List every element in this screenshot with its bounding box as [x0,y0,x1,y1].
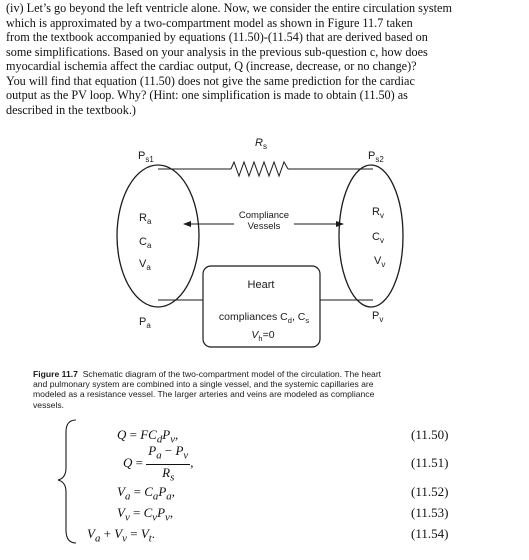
equation-11-51: Q = $\frac{P_a - P_v}{R_s}$ , [123,443,194,484]
question-line: You will find that equation (11.50) does not give the same prediction for the cardiac [6,73,415,88]
question-line: some simplifications. Based on your analysis in the previous sub-question c, how does [6,44,428,59]
question-line: described in the textbook.) [6,102,136,117]
compliances-label: compliances $C_d$, $C_s$ [218,311,310,325]
resistor-rs [231,162,288,176]
question-line: myocardial ischemia affect the cardiac output, Q (increase, decrease, or no change)? [6,59,417,74]
equation-number: (11.53) [411,505,449,520]
caption-line: Schematic diagram of the two-compartment model of the circulation. The heart [82,369,382,379]
heart-label: Heart [247,279,275,291]
vh-label: $V_h=0$ [251,329,275,343]
va-label: $V_a$ [139,258,151,272]
vv-label: $V_v$ [374,255,386,269]
equation-11-52: $V_a = C_aP_a$, [117,484,175,503]
equation-11-54: $V_a + V_v = V_t$. [87,526,156,545]
question-line: output as the PV loop. Why? (Hint: one simplification is made to obtain (11.50) as [6,88,408,103]
pv-label: $P_v$ [372,310,384,324]
arterial-compartment [117,165,199,307]
ca-label: $C_a$ [139,236,152,250]
cv-label: $C_v$ [372,231,384,245]
compliance-vessels-label: Vessels [247,221,281,232]
question-line: (iv) Let’s go beyond the left ventricle alone. Now, we consider the entire circulation system [6,1,452,15]
ps1-label: $P_{s1}$ [138,150,154,164]
venous-compartment [339,165,403,307]
caption-line: vessels. [33,399,65,410]
caption-line: and pulmonary system are combined into a single vessel, and the systemic capillaries are [33,379,374,390]
ps2-label: $P_{s2}$ [368,150,384,164]
caption-line: modeled as a resistance vessel. The larger arteries and veins are modeled as compliance [33,389,375,400]
equation-brace [0,0,80,560]
ra-label: $R_a$ [139,212,152,226]
equation-11-50: $Q = FC_dP_v$, [117,427,179,446]
rs-label: $R_s$ [255,137,267,151]
question-line: from the textbook accompanied by equations (11.50)-(11.54) that are derived based on [6,30,428,45]
pa-label: $P_a$ [139,316,151,330]
equation-number: (11.50) [411,427,449,442]
equation-11-53: $V_v = C_vP_v$, [117,505,174,524]
compliance-vessels-label: Compliance [238,210,290,221]
equation-number: (11.52) [411,484,449,499]
equation-number: (11.54) [411,526,449,541]
caption-label: Figure 11.7 [33,369,78,379]
rv-label: $R_v$ [372,206,384,220]
equation-number: (11.51) [411,455,449,470]
figure-caption [33,369,503,410]
question-line: which is approximated by a two-compartment model as shown in Figure 11.7 taken [6,15,413,30]
